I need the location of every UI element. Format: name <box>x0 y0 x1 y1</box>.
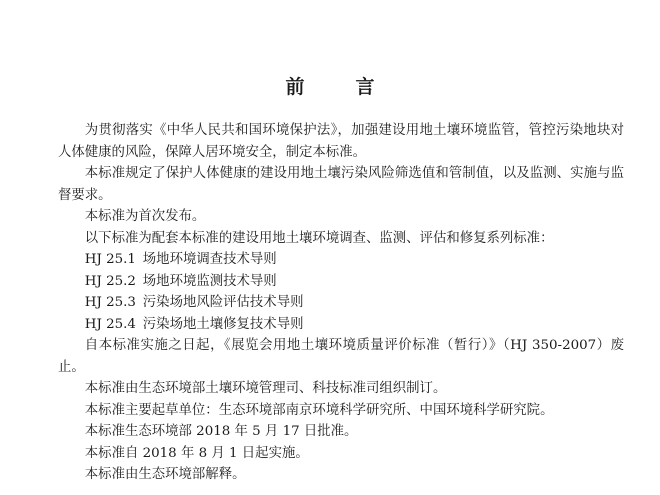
paragraph: 自本标准实施之日起，《展览会用地土壤环境质量评价标准（暂行）》（HJ 350-2007）废止。 <box>58 338 624 375</box>
document-body <box>58 120 624 486</box>
standard-item <box>58 314 624 336</box>
paragraph: 本标准生态环境部 2018 年 5 月 17 日批准。 <box>84 424 358 439</box>
standard-item <box>58 292 624 314</box>
paragraph: 本标准规定了保护人体健康的建设用地土壤污染风险筛选值和管制值，以及监测、实施与监督要求。 <box>58 166 624 203</box>
standard-item <box>58 271 624 293</box>
paragraph: 本标准由生态环境部土壤环境管理司、科技标准司组织制订。 <box>84 381 447 396</box>
paragraph: 以下标准为配套本标准的建设用地土壤环境调查、监测、评估和修复系列标准： <box>84 230 554 246</box>
paragraph: 本标准主要起草单位：生态环境部南京环境科学研究所、中国环境科学研究院。 <box>84 402 554 418</box>
standard-code: HJ 25.1 <box>84 252 136 267</box>
page-title: 前 言 <box>285 76 391 98</box>
paragraph: 本标准由生态环境部解释。 <box>84 467 246 482</box>
standard-name: 污染场地风险评估技术导则 <box>142 295 304 310</box>
standard-name: 场地环境监测技术导则 <box>142 273 277 289</box>
standard-name: 污染场地土壤修复技术导则 <box>142 316 304 332</box>
standard-code: HJ 25.3 <box>84 295 136 310</box>
standard-code: HJ 25.2 <box>84 273 136 289</box>
paragraph: 为贯彻落实《中华人民共和国环境保护法》，加强建设用地土壤环境监管，管控污染地块对人体健康的风险，保障人居环境安全，制定本标准。 <box>58 123 624 160</box>
standard-code: HJ 25.4 <box>84 316 136 332</box>
paragraph: 本标准自 2018 年 8 月 1 日起实施。 <box>84 445 309 461</box>
paragraph: 本标准为首次发布。 <box>84 209 206 224</box>
standard-name: 场地环境调查技术导则 <box>142 252 277 267</box>
standard-item <box>58 249 624 271</box>
